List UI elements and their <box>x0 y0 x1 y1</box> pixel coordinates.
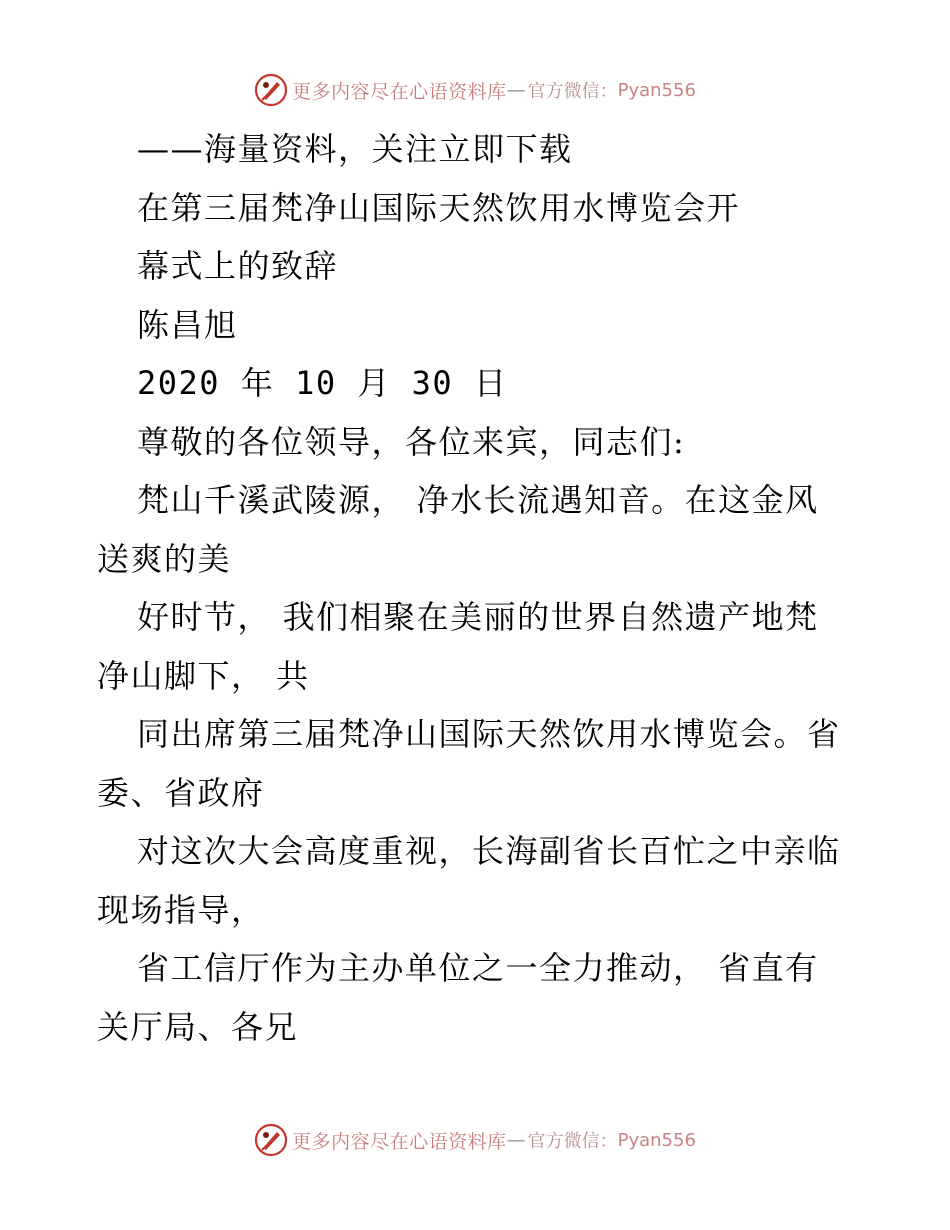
speech-title-line-2: 幕式上的致辞 <box>137 247 339 285</box>
banner-separator: — <box>506 1129 526 1151</box>
document-body <box>97 120 857 1056</box>
footer-banner <box>0 1120 950 1160</box>
paragraph-line: 省工信厅作为主办单位之一全力推动， 省直有 <box>137 949 819 987</box>
speech-title-line-1: 在第三届梵净山国际天然饮用水博览会开 <box>137 188 741 227</box>
paragraph-line: 同出席第三届梵净山国际天然饮用水博览会。省 <box>137 715 841 753</box>
quill-logo-icon <box>254 73 288 107</box>
speaker-name: 陈昌旭 <box>137 305 238 344</box>
salutation: 尊敬的各位领导，各位来宾，同志们: <box>137 422 686 461</box>
quill-logo-icon <box>254 1123 288 1157</box>
speech-date: 2020 年 10 月 30 日 <box>137 364 508 402</box>
paragraph-line: 送爽的美 <box>97 539 232 578</box>
banner-wechat-id: Pyan556 <box>617 1129 696 1151</box>
banner-official-label: 官方微信： <box>527 81 618 102</box>
paragraph-line: 关厅局、各兄 <box>97 1007 299 1046</box>
header-banner <box>0 70 950 110</box>
paragraph-line: 梵山千溪武陵源， 净水长流遇知音。在这金风 <box>137 481 819 519</box>
banner-separator: — <box>506 79 526 101</box>
paragraph-line: 净山脚下， 共 <box>97 656 310 695</box>
banner-wechat-id: Pyan556 <box>617 79 696 101</box>
paragraph-line: 好时节， 我们相聚在美丽的世界自然遗产地梵 <box>137 598 819 636</box>
paragraph-line: 对这次大会高度重视，长海副省长百忙之中亲临 <box>137 832 841 870</box>
download-tagline: ——海量资料，关注立即下载 <box>137 130 573 168</box>
banner-official-label: 官方微信： <box>527 1131 618 1152</box>
paragraph-line: 委、省政府 <box>97 773 265 812</box>
banner-slogan: 更多内容尽在心语资料库 <box>292 1130 507 1153</box>
paragraph-line: 现场指导， <box>97 890 265 929</box>
banner-slogan: 更多内容尽在心语资料库 <box>292 80 507 103</box>
